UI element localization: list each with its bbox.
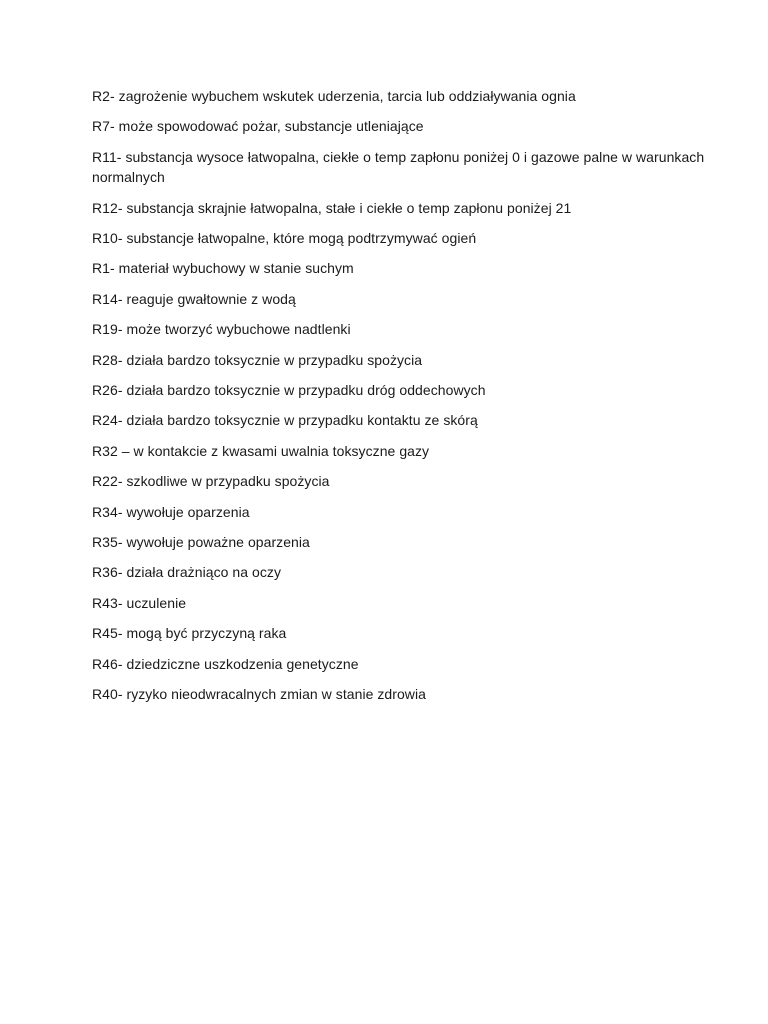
risk-phrase-r2: R2- zagrożenie wybuchem wskutek uderzenia, tarcia lub oddziaływania ognia	[92, 88, 576, 104]
risk-phrase-r12: R12- substancja skrajnie łatwopalna, stałe i ciekłe o temp zapłonu poniżej 21	[92, 199, 572, 216]
risk-phrase-r46: R46- dziedziczne uszkodzenia genetyczne	[92, 655, 359, 672]
risk-phrase-r26: R26- działa bardzo toksycznie w przypadku dróg oddechowych	[92, 382, 486, 399]
risk-phrase-r45: R45- mogą być przyczyną raka	[92, 625, 287, 642]
risk-phrase-r22: R22- szkodliwe w przypadku spożycia	[92, 473, 330, 490]
risk-phrase-list	[92, 86, 708, 704]
risk-phrase-r35: R35- wywołuje poważne oparzenia	[92, 533, 310, 550]
risk-phrase-r1: R1- materiał wybuchowy w stanie suchym	[92, 260, 354, 277]
risk-phrase-r32: R32 – w kontakcie z kwasami uwalnia toksyczne gazy	[92, 442, 430, 459]
risk-phrase-r7: R7- może spowodować pożar, substancje utleniające	[92, 118, 424, 135]
risk-phrase-r28: R28- działa bardzo toksycznie w przypadku spożycia	[92, 351, 423, 368]
risk-phrase-r43: R43- uczulenie	[92, 594, 187, 611]
risk-phrase-r34: R34- wywołuje oparzenia	[92, 503, 250, 520]
risk-phrase-r14: R14- reaguje gwałtownie z wodą	[92, 290, 296, 307]
risk-phrase-r11: R11- substancja wysoce łatwopalna, ciekłe o temp zapłonu poniżej 0 i gazowe palne w warunkach normalnych	[92, 148, 705, 186]
risk-phrase-r19: R19- może tworzyć wybuchowe nadtlenki	[92, 321, 351, 338]
risk-phrase-r36: R36- działa drażniąco na oczy	[92, 564, 281, 581]
risk-phrase-r40: R40- ryzyko nieodwracalnych zmian w stanie zdrowia	[92, 685, 426, 702]
risk-phrase-r10: R10- substancje łatwopalne, które mogą podtrzymywać ogień	[92, 230, 477, 247]
risk-phrase-r24: R24- działa bardzo toksycznie w przypadku kontaktu ze skórą	[92, 412, 478, 429]
